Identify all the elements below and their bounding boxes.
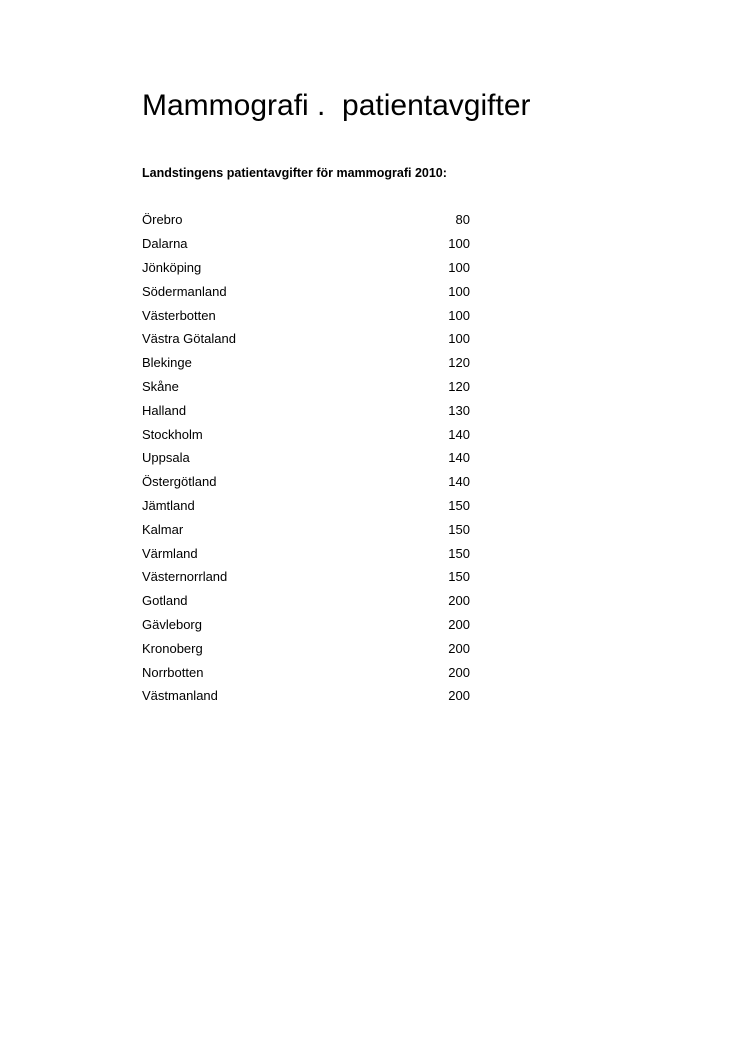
fee-table — [142, 208, 470, 708]
fee-value: 200 — [448, 616, 470, 632]
fee-value: 80 — [455, 212, 470, 228]
table-row — [142, 589, 470, 613]
fee-value: 150 — [448, 497, 470, 513]
region-name: Skåne — [142, 378, 179, 394]
fee-value: 140 — [448, 474, 470, 490]
table-row — [142, 398, 470, 422]
page-title: Mammografi . patientavgifter — [142, 89, 531, 122]
region-name: Kalmar — [142, 521, 184, 537]
region-name: Västra Götaland — [142, 331, 236, 347]
fee-value: 100 — [448, 283, 470, 299]
region-name: Västerbotten — [142, 307, 216, 323]
fee-value: 100 — [448, 331, 470, 347]
fee-value: 140 — [448, 450, 470, 466]
region-name: Örebro — [142, 212, 183, 228]
table-row — [142, 375, 470, 399]
fee-value: 200 — [448, 593, 470, 609]
table-caption: Landstingens patientavgifter för mammografi 2010: — [142, 166, 447, 180]
table-row — [142, 327, 470, 351]
table-row — [142, 232, 470, 256]
region-name: Värmland — [142, 545, 198, 561]
table-row — [142, 541, 470, 565]
fee-value: 100 — [448, 307, 470, 323]
region-name: Östergötland — [142, 474, 217, 490]
region-name: Stockholm — [142, 426, 203, 442]
table-row — [142, 256, 470, 280]
region-name: Gävleborg — [142, 616, 202, 632]
table-row — [142, 684, 470, 708]
fee-value: 100 — [448, 259, 470, 275]
fee-value: 200 — [448, 664, 470, 680]
region-name: Uppsala — [142, 450, 190, 466]
fee-value: 150 — [448, 521, 470, 537]
region-name: Halland — [142, 402, 187, 418]
region-name: Västernorrland — [142, 569, 228, 585]
region-name: Dalarna — [142, 236, 188, 252]
region-name: Gotland — [142, 593, 188, 609]
table-row — [142, 565, 470, 589]
fee-value: 130 — [448, 402, 470, 418]
region-name: Jämtland — [142, 497, 195, 513]
region-name: Västmanland — [142, 688, 218, 704]
fee-value: 120 — [448, 378, 470, 394]
region-name: Norrbotten — [142, 664, 204, 680]
table-row — [142, 636, 470, 660]
fee-value: 200 — [448, 640, 470, 656]
table-row — [142, 351, 470, 375]
fee-value: 200 — [448, 688, 470, 704]
table-row — [142, 279, 470, 303]
region-name: Jönköping — [142, 259, 202, 275]
table-row — [142, 494, 470, 518]
fee-value: 140 — [448, 426, 470, 442]
table-row — [142, 660, 470, 684]
region-name: Blekinge — [142, 355, 192, 371]
fee-value: 150 — [448, 545, 470, 561]
fee-value: 100 — [448, 236, 470, 252]
fee-value: 120 — [448, 355, 470, 371]
region-name: Södermanland — [142, 283, 227, 299]
table-row — [142, 303, 470, 327]
table-row — [142, 446, 470, 470]
table-row — [142, 517, 470, 541]
region-name: Kronoberg — [142, 640, 203, 656]
table-row — [142, 208, 470, 232]
table-row — [142, 613, 470, 637]
table-row — [142, 422, 470, 446]
fee-value: 150 — [448, 569, 470, 585]
table-row — [142, 470, 470, 494]
